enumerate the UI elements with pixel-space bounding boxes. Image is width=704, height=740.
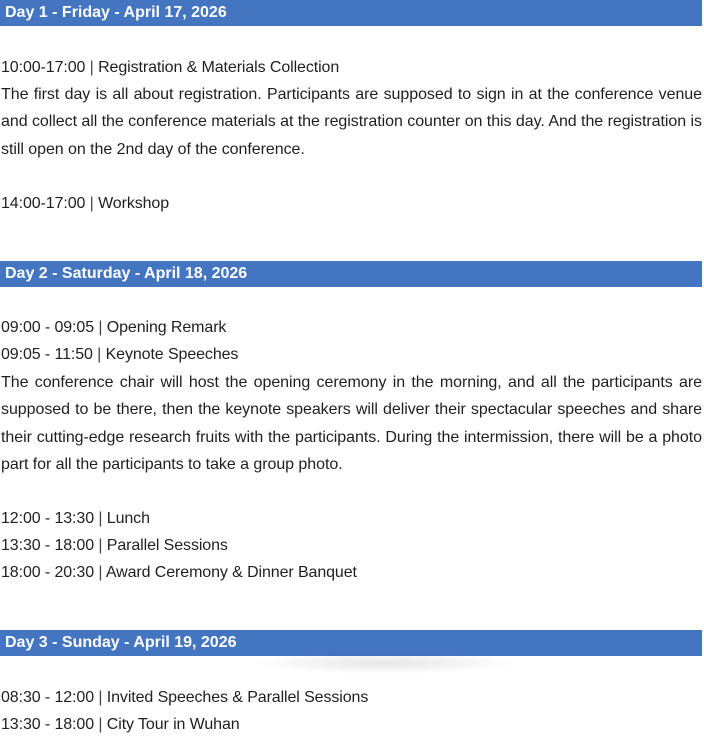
day-1-description: The first day is all about registration. Participants are supposed to sign in at the conference venue and collect all the conference materials at the registration counter on this day. And the registration is still open on the 2nd day of the conference. [1, 86, 702, 158]
schedule-time: 14:00-17:00 [1, 195, 86, 212]
day-3-header: Day 3 - Sunday - April 19, 2026 [0, 630, 702, 656]
schedule-label: Invited Speeches & Parallel Sessions [106, 689, 369, 706]
schedule-label: Lunch [106, 510, 150, 527]
schedule-time: 13:30 - 18:00 [1, 716, 94, 733]
schedule-time: 09:00 - 09:05 [1, 319, 94, 336]
schedule-item [1, 341, 238, 368]
schedule-separator: | [98, 716, 103, 733]
schedule-label: Keynote Speeches [105, 346, 239, 363]
schedule-time: 10:00-17:00 [1, 59, 86, 76]
schedule-item [1, 711, 240, 738]
day-2-description: The conference chair will host the opening ceremony in the morning, and all the participants are supposed to be there, then the keynote speakers will deliver their spectacular speeches and share their cutting-edge research fruits with the participants. During the intermission, there will be a photo part for all the participants to take a group photo. [1, 374, 702, 473]
schedule-time: 09:05 - 11:50 [1, 346, 93, 363]
schedule-item [1, 559, 357, 586]
schedule-item [1, 532, 228, 559]
schedule-label: Parallel Sessions [106, 537, 228, 554]
schedule-separator: | [89, 59, 94, 76]
schedule-label: Workshop [98, 195, 170, 212]
schedule-separator: | [98, 537, 103, 554]
schedule-label: Registration & Materials Collection [98, 59, 340, 76]
day-2-header: Day 2 - Saturday - April 18, 2026 [0, 261, 702, 287]
day-1-header: Day 1 - Friday - April 17, 2026 [0, 0, 702, 26]
schedule-time: 08:30 - 12:00 [1, 689, 94, 706]
schedule-time: 18:00 - 20:30 [1, 564, 94, 581]
schedule-item [1, 684, 368, 711]
schedule-separator: | [98, 689, 103, 706]
schedule-separator: | [98, 564, 103, 581]
schedule-time: 12:00 - 13:30 [1, 510, 94, 527]
schedule-separator: | [89, 195, 94, 212]
schedule-item [1, 505, 150, 532]
schedule-label: Opening Remark [106, 319, 227, 336]
schedule-label: Award Ceremony & Dinner Banquet [105, 564, 357, 581]
schedule-item [1, 190, 169, 217]
shadow-artifact [250, 652, 520, 674]
schedule-separator: | [98, 319, 103, 336]
schedule-item [1, 314, 226, 341]
schedule-item [1, 54, 339, 81]
schedule-time: 13:30 - 18:00 [1, 537, 94, 554]
schedule-label: City Tour in Wuhan [106, 716, 240, 733]
schedule-separator: | [98, 510, 103, 527]
schedule-separator: | [97, 346, 102, 363]
